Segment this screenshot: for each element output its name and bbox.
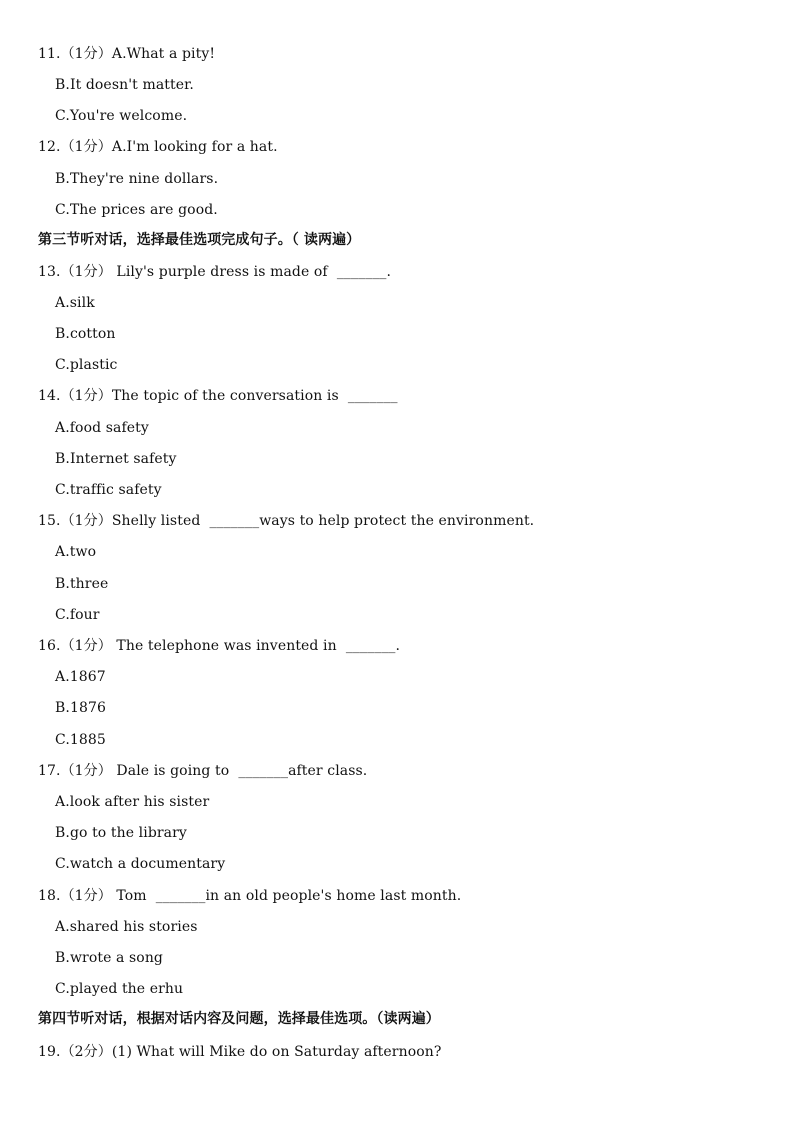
option-14-c: C.traffic safety (55, 482, 162, 498)
option-11-c: C.You're welcome. (55, 108, 188, 124)
option-18-a: A.shared his stories (55, 919, 198, 935)
option-16-c: C.1885 (55, 732, 106, 748)
option-13-a: A.silk (55, 295, 95, 311)
question-17: 17.（1分） Dale is going to _______after class. (38, 763, 368, 779)
question-15: 15.（1分）Shelly listed _______ways to help protect the environment. (38, 513, 535, 529)
option-14-b: B.Internet safety (55, 451, 177, 467)
question-16: 16.（1分） The telephone was invented in _______. (38, 638, 401, 654)
option-15-a: A.two (55, 544, 97, 560)
option-11-b: B.It doesn't matter. (55, 77, 194, 93)
option-18-c: C.played the erhu (55, 981, 184, 997)
option-13-c: C.plastic (55, 357, 118, 373)
option-13-b: B.cotton (55, 326, 116, 342)
question-19: 19.（2分）(1) What will Mike do on Saturday afternoon? (38, 1044, 442, 1060)
option-16-a: A.1867 (55, 669, 106, 685)
option-17-a: A.look after his sister (55, 794, 210, 810)
option-15-b: B.three (55, 576, 109, 592)
option-15-c: C.four (55, 607, 100, 623)
question-11: 11.（1分）A.What a pity! (38, 46, 216, 62)
option-12-b: B.They're nine dollars. (55, 171, 219, 187)
option-14-a: A.food safety (55, 420, 149, 436)
question-14: 14.（1分）The topic of the conversation is _______ (38, 388, 398, 404)
question-18: 18.（1分） Tom _______in an old people's home last month. (38, 888, 462, 904)
question-12: 12.（1分）A.I'm looking for a hat. (38, 139, 278, 155)
option-18-b: B.wrote a song (55, 950, 163, 966)
option-17-c: C.watch a documentary (55, 856, 226, 872)
section-4-heading: 第四节听对话，根据对话内容及问题，选择最佳选项。（读两遍） (38, 1011, 440, 1027)
option-16-b: B.1876 (55, 700, 106, 716)
option-17-b: B.go to the library (55, 825, 187, 841)
option-12-c: C.The prices are good. (55, 202, 218, 218)
section-3-heading: 第三节听对话，选择最佳选项完成句子。（ 读两遍） (38, 232, 361, 248)
question-13: 13.（1分） Lily's purple dress is made of _______. (38, 264, 392, 280)
